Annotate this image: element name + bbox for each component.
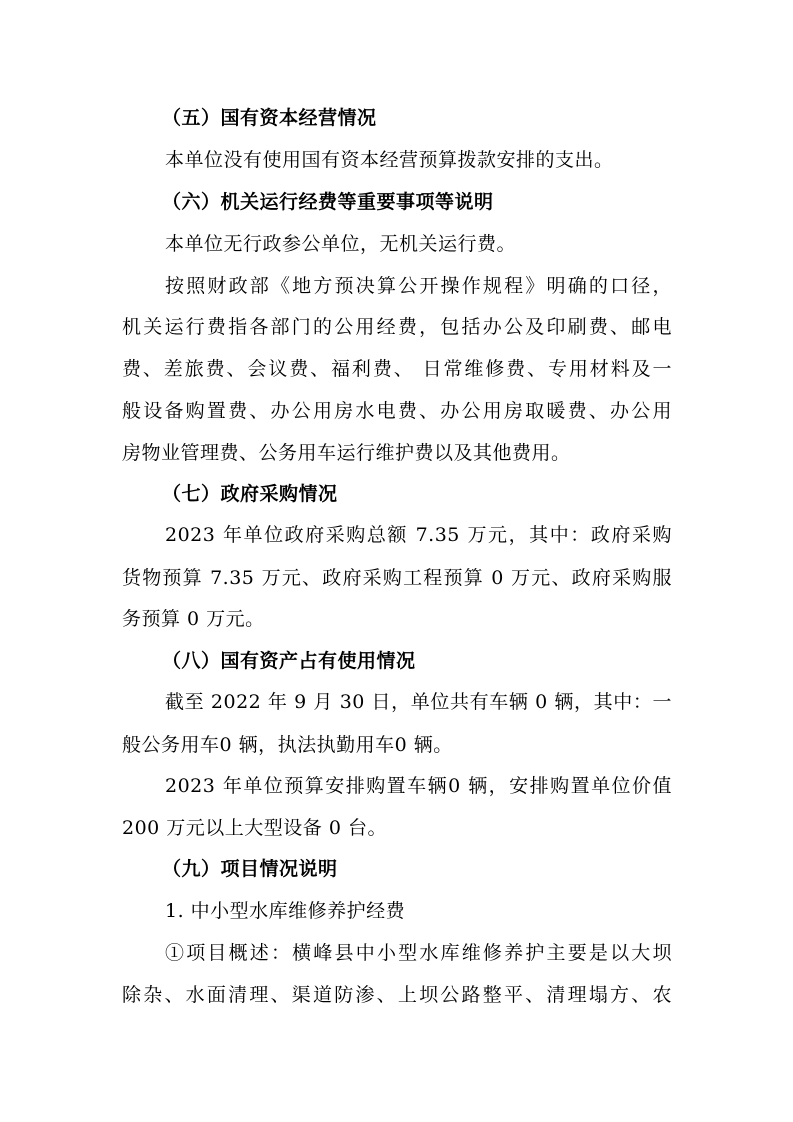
paragraph-line: 按照财政部《地方预决算公开操作规程》明确的口径， — [165, 275, 672, 297]
paragraph-line: 费、差旅费、会议费、福利费、 日常维修费、专用材料及一 — [122, 358, 672, 380]
paragraph-line: 200 万元以上大型设备 0 台。 — [122, 817, 387, 839]
paragraph-line: ①项目概述：横峰县中小型水库维修养护主要是以大坝 — [165, 942, 672, 964]
section-heading-7: （七）政府采购情况 — [162, 483, 338, 505]
paragraph-line: 货物预算 7.35 万元、政府采购工程预算 0 万元、政府采购服 — [122, 567, 672, 589]
section-heading-8: （八）国有资产占有使用情况 — [162, 650, 416, 672]
paragraph-line: 房物业管理费、公务用车运行维护费以及其他费用。 — [122, 442, 571, 464]
section-heading-6: （六）机关运行经费等重要事项等说明 — [162, 191, 494, 213]
paragraph-line: 机关运行费指各部门的公用经费，包括办公及印刷费、邮电 — [122, 316, 672, 338]
paragraph-line: 2023 年单位预算安排购置车辆0 辆，安排购置单位价值 — [165, 775, 672, 797]
paragraph-line: 本单位无行政参公单位，无机关运行费。 — [165, 233, 517, 255]
section-heading-5: （五）国有资本经营情况 — [162, 107, 377, 129]
paragraph-line: 1. 中小型水库维修养护经费 — [165, 900, 406, 922]
paragraph-line: 般公务用车0 辆，执法执勤用车0 辆。 — [122, 734, 453, 756]
section-heading-9: （九）项目情况说明 — [162, 858, 338, 880]
paragraph-line: 般设备购置费、办公用房水电费、办公用房取暖费、办公用 — [122, 400, 672, 422]
paragraph-line: 除杂、水面清理、渠道防渗、上坝公路整平、清理塌方、农 — [122, 984, 672, 1006]
paragraph-line: 2023 年单位政府采购总额 7.35 万元，其中：政府采购 — [165, 524, 672, 546]
paragraph-line: 务预算 0 万元。 — [122, 608, 265, 630]
paragraph-line: 本单位没有使用国有资本经营预算拨款安排的支出。 — [165, 149, 614, 171]
paragraph-line: 截至 2022 年 9 月 30 日，单位共有车辆 0 辆，其中：一 — [165, 691, 672, 713]
